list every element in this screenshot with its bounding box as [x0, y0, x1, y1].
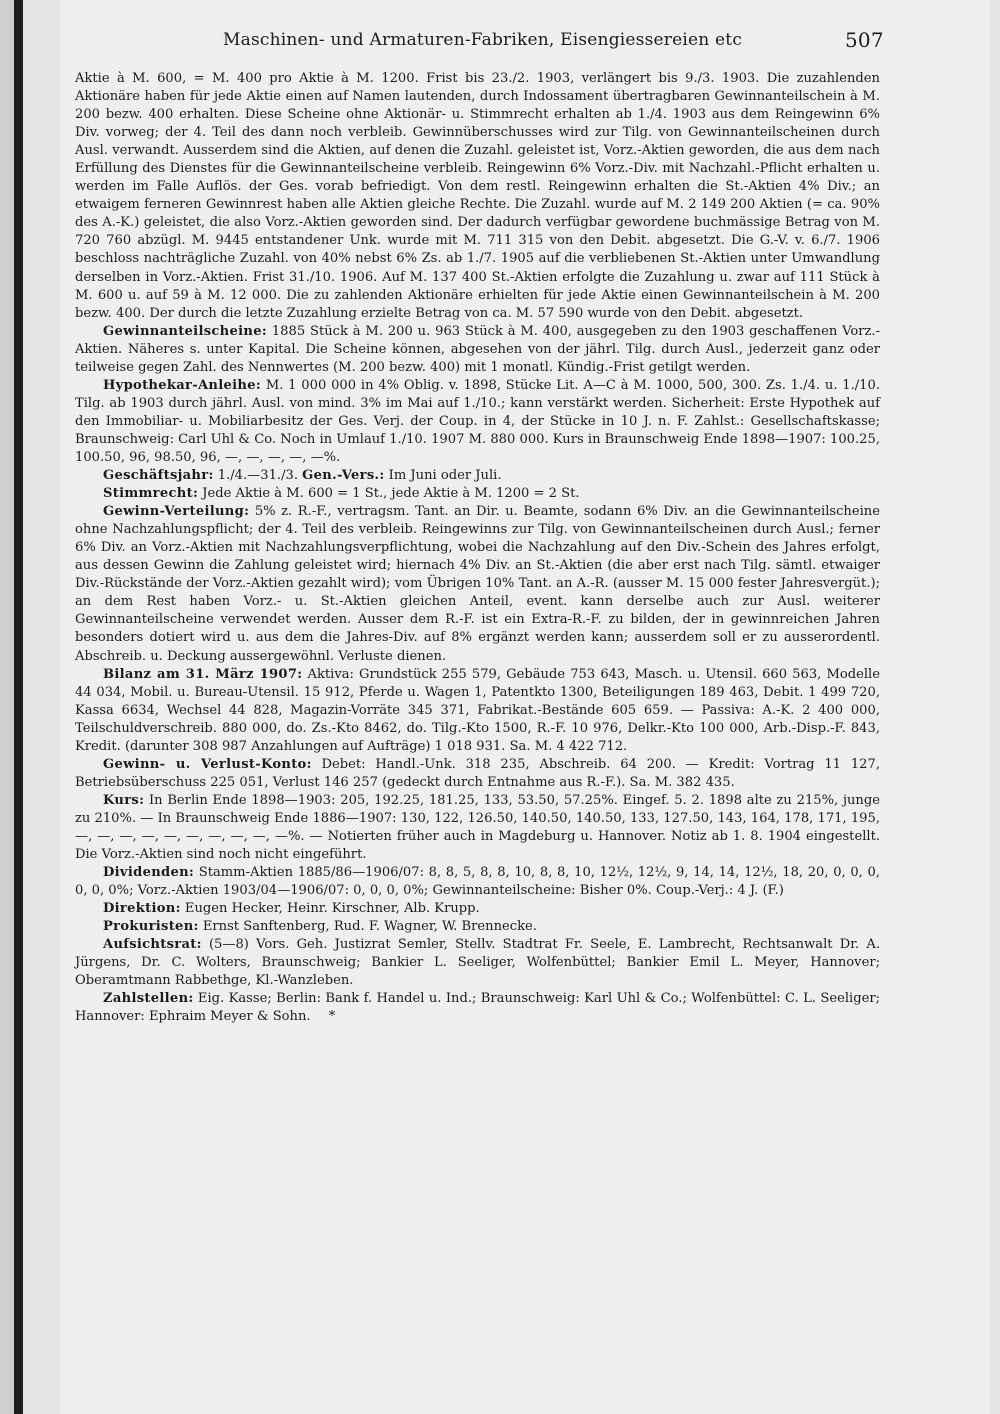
section-text: 1./4.—31./3. [217, 468, 298, 484]
section-text: In Berlin Ende 1898—1903: 205, 192.25, 181.25, 133, 53.50, 57.25%. Eingef. 5. 2. 1898 alte zu 215%, junge zu 210%. — In Braunschweig Ende 1886—1907: 130, 122, 126.50, 140.50, 140.50, 133, 127.50, 143, 164, 178, 171, 195, —, —, —, —, —, —, —, —, —, —%. — Notierten früher auch in Magdeburg u. Hannover. Notiz ab 1. 8. 1904 eingestellt. Die Vorz.-Aktien sind noch nicht eingeführt. [75, 792, 880, 863]
section-text: Aktiva: Grundstück 255 579, Gebäude 753 643, Masch. u. Utensil. 660 563, Modelle 44 034, Mobil. u. Bureau-Utensil. 15 912, Pferde u. Wagen 1, Patentkto 1300, Beteiligungen 189 463, Debit. 1 499 720, Kassa 6634, Wechsel 44 828, Magazin-Vorräte 345 371, Fabrikat.-Bestände 605 659. — Passiva: A.-K. 2 400 000, Teilschuldverschreib. 880 000, do. Zs.-Kto 8462, do. Tilg.-Kto 1500, R.-F. 10 976, Delkr.-Kto 100 000, Arb.-Disp.-F. 843, Kredit. (darunter 308 987 Anzahlungen auf Aufträge) 1 018 931. Sa. M. 4 422 712. [75, 666, 880, 754]
section-heading: Bilanz am 31. März 1907: [103, 666, 303, 682]
page-body [75, 70, 880, 1026]
section-zahlstellen [75, 990, 880, 1026]
section-dividenden [75, 864, 880, 900]
section-bilanz [75, 666, 880, 756]
section-text: Ernst Sanftenberg, Rud. F. Wagner, W. Brennecke. [202, 919, 537, 935]
section-heading: Geschäftsjahr: [103, 468, 214, 484]
binding-edge [0, 0, 14, 1414]
section-heading: Hypothekar-Anleihe: [103, 377, 261, 393]
section-gewinn-verlust-konto [75, 756, 880, 792]
section-stimmrecht [75, 485, 880, 503]
section-text: M. 1 000 000 in 4% Oblig. v. 1898, Stücke Lit. A—C à M. 1000, 500, 300. Zs. 1./4. u. 1./10. Tilg. ab 1903 durch jährl. Ausl. von mind. 3% im Mai auf 1./10.; kann verstärkt werden. Sicherheit: Erste Hypothek auf den Immobiliar- u. Mobiliarbesitz der Ges. Verj. der Coup. in 4, der Stücke in 10 J. n. F. Zahlst.: Gesellschaftskasse; Braunschweig: Carl Uhl & Co. Noch in Umlauf 1./10. 1907 M. 880 000. Kurs in Braunschweig Ende 1898—1907: 100.25, 100.50, 96, 98.50, 96, —, —, —, —, —%. [75, 377, 881, 465]
section-text: 5% z. R.-F., vertragsm. Tant. an Dir. u. Beamte, sodann 6% Div. an die Gewinnanteilscheine ohne Nachzahlungspflicht; der 4. Teil des verbleib. Reingewinns zur Tilg. von Gewinnanteilscheinen durch Ausl.; ferner 6% Div. an Vorz.-Aktien mit Nachzahlungsverpflichtung, wobei die Nachzahlung auf den Div.-Schein des Jahres erfolgt, aus dessen Gewinn die Zahlung geleistet wird; hiernach 4% Div. an St.-Aktien (die aber erst nach Tilg. sämtl. etwaiger Div.-Rückstände der Vorz.-Aktien gezahlt wird); vom Übrigen 10% Tant. an A.-R. (ausser M. 15 000 fester Jahresvergüt.); an dem Rest haben Vorz.- u. St.-Aktien gleichen Anteil, event. kann derselbe auch zur Ausl. weiterer Gewinnanteilscheine verwendet werden. Ausser dem R.-F. ist ein Extra-R.-F. zu bilden, der in gewinnreichen Jahren besonders dotiert wird u. aus dem die Jahres-Div. auf 8% ergänzt werden kann; ausserdem soll er zu ausserordentl. Abschreib. u. Deckung aussergewöhnl. Verluste dienen. [75, 504, 880, 664]
section-gewinnanteilscheine [75, 323, 880, 377]
section-direktion [75, 900, 880, 918]
binding-shadow [14, 0, 23, 1414]
section-heading-gen-vers: Gen.-Vers.: [302, 468, 385, 484]
section-text: Jede Aktie à M. 600 = 1 St., jede Aktie à M. 1200 = 2 St. [202, 486, 580, 502]
section-hypothekar-anleihe [75, 377, 880, 467]
section-kurs [75, 792, 880, 864]
page [60, 0, 990, 1414]
running-title: Maschinen- und Armaturen-Fabriken, Eisengiessereien etc [223, 30, 743, 50]
section-heading: Zahlstellen: [103, 991, 194, 1007]
section-heading: Prokuristen: [103, 919, 199, 935]
section-text: 1885 Stück à M. 200 u. 963 Stück à M. 400, ausgegeben zu den 1903 geschaffenen Vorz.-Aktien. Näheres s. unter Kapital. Die Scheine können, abgesehen von der jährl. Tilg. durch Ausl., jederzeit ganz oder teilweise gegen Zahl. des Nennwertes (M. 200 bezw. 400) mit 1 monatl. Kündig.-Frist getilgt werden. [75, 323, 880, 375]
section-text: Debet: Handl.-Unk. 318 235, Abschreib. 64 200. — Kredit: Vortrag 11 127, Betriebsüberschuss 225 051, Verlust 146 257 (gedeckt durch Entnahme aus R.-F.). Sa. M. 382 435. [75, 756, 880, 790]
section-heading: Aufsichtsrat: [103, 937, 202, 953]
intro-paragraph: Aktie à M. 600, = M. 400 pro Aktie à M. 1200. Frist bis 23./2. 1903, verlängert bis 9./3. 1903. Die zuzahlenden Aktionäre haben für jede Aktie einen auf Namen lautenden, durch Indossament übertragbaren Gewinnanteilschein à M. 200 bezw. 400 erhalten. Diese Scheine ohne Aktionär- u. Stimmrecht erhalten ab 1./4. 1903 aus dem Reingewinn 6% Div. vorweg; der 4. Teil des dann noch verbleib. Gewinnüberschusses wird zur Tilg. von Gewinnanteilscheinen durch Ausl. verwandt. Ausserdem sind die Aktien, auf denen die Zuzahl. geleistet ist, Vorz.-Aktien geworden, die aus dem nach Erfüllung des Dienstes für die Gewinnanteilscheine verbleib. Reingewinn 6% Vorz.-Div. mit Nachzahl.-Pflicht erhalten u. werden im Falle Auflös. der Ges. vorab befriedigt. Von dem restl. Reingewinn erhalten die St.-Aktien 4% Div.; an etwaigem ferneren Gewinnrest haben alle Aktien gleiche Rechte. Die Zuzahl. wurde auf M. 2 149 200 Aktien (= ca. 90% des A.-K.) geleistet, die also Vorz.-Aktien geworden sind. Der dadurch verfügbar gewordene buchmässige Betrag von M. 720 760 abzügl. M. 9445 entstandener Unk. wurde mit M. 711 315 von den Debit. abgesetzt. Die G.-V. v. 6./7. 1906 beschloss nachträgliche Zuzahl. von 40% nebst 6% Zs. ab 1./7. 1905 auf die verbliebenen St.-Aktien unter Umwandlung derselben in Vorz.-Aktien. Frist 31./10. 1906. Auf M. 137 400 St.-Aktien erfolgte die Zuzahlung u. zwar auf 111 Stück à M. 600 u. auf 59 à M. 12 000. Die zu zahlenden Aktionäre erhielten für jede Aktie einen Gewinnanteilschein à M. 200 bezw. 400. Der durch die letzte Zuzahlung erzielte Betrag von ca. M. 57 590 wurde von den Debit. abgesetzt. [75, 71, 880, 321]
section-text: Eugen Hecker, Heinr. Kirschner, Alb. Krupp. [184, 901, 480, 917]
end-mark: * [328, 1009, 336, 1025]
section-heading: Gewinn-Verteilung: [103, 504, 250, 520]
section-heading: Dividenden: [103, 865, 195, 881]
section-heading: Stimmrecht: [103, 486, 199, 502]
section-prokuristen [75, 918, 880, 936]
section-heading: Gewinn- u. Verlust-Konto: [103, 756, 312, 772]
page-number: 507 [845, 28, 884, 52]
section-geschaeftsjahr [75, 467, 880, 485]
section-aufsichtsrat [75, 936, 880, 990]
section-text: (5—8) Vors. Geh. Justizrat Semler, Stellv. Stadtrat Fr. Seele, E. Lambrecht, Rechtsanwalt Dr. A. Jürgens, Dr. C. Wolters, Braunschweig; Bankier L. Seeliger, Wolfenbüttel; Bankier Emil L. Meyer, Hannover; Oberamtmann Rabbethge, Kl.-Wanzleben. [75, 937, 880, 989]
section-text: Eig. Kasse; Berlin: Bank f. Handel u. Ind.; Braunschweig: Karl Uhl & Co.; Wolfenbüttel: C. L. Seeliger; Hannover: Ephraim Meyer & Sohn. [75, 991, 880, 1025]
section-text-gen-vers: Im Juni oder Juli. [388, 468, 502, 484]
section-text: Stamm-Aktien 1885/86—1906/07: 8, 8, 5, 8, 8, 10, 8, 8, 10, 12½, 12½, 9, 14, 14, 12½, 18, 20, 0, 0, 0, 0, 0, 0%; Vorz.-Aktien 1903/04—1906/07: 0, 0, 0, 0%; Gewinnanteilscheine: Bisher 0%. Coup.-Verj.: 4 J. (F.) [75, 865, 880, 899]
section-gewinn-verteilung [75, 503, 880, 665]
section-heading: Gewinnanteilscheine: [103, 323, 267, 339]
section-heading: Direktion: [103, 901, 181, 917]
section-heading: Kurs: [103, 792, 145, 808]
